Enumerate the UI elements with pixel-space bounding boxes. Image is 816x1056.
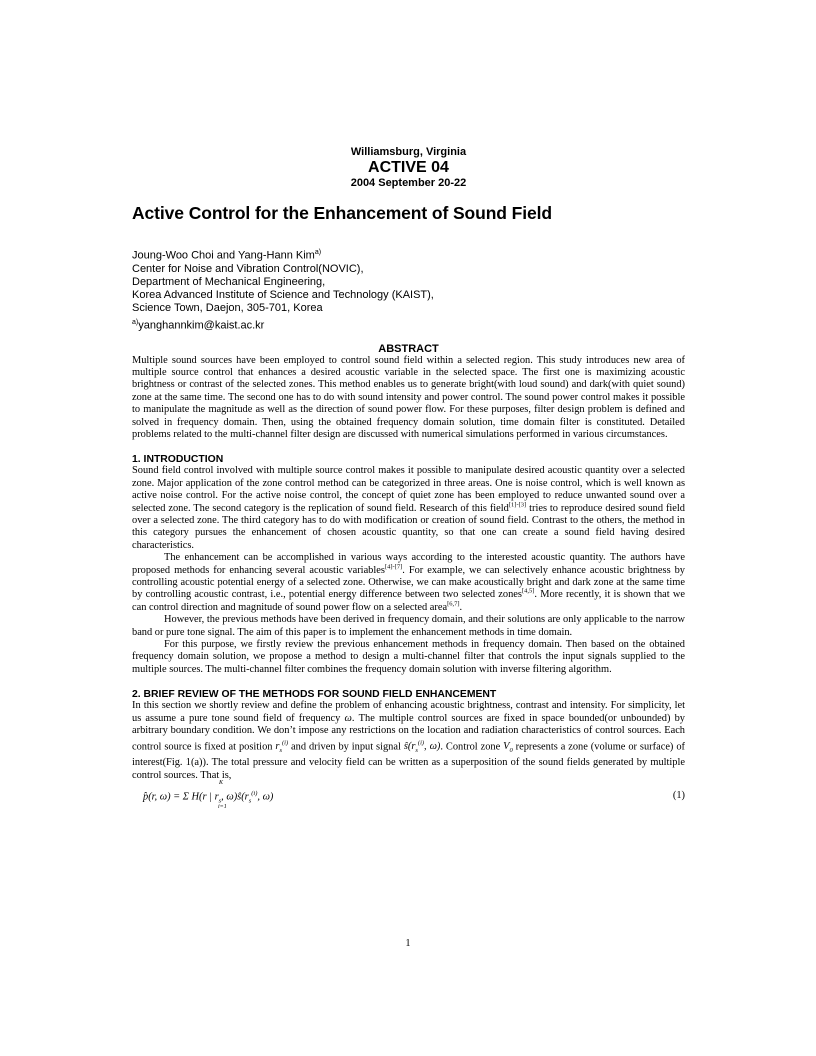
intro-paragraph-4: For this purpose, we firstly review the previous enhancement methods in frequency domain. Then based on the obtained frequency domain solution, we propose a method to design a multi-channel filter that controls the input signals supplied to the multiple sources. The multi-channel filter combines the frequency domain solution with inverse filtering algorithm.	[132, 639, 685, 675]
equation-number: (1)	[672, 790, 685, 802]
equation-expression	[143, 790, 273, 805]
text-run: Sound field control involved with multiple source control makes it possible to manipulate desired acoustic quantity over a selected zone. Major application of the zone control method can be categorized in three areas. One is noise control, which is well known as active noise control. For the active noise control, the concept of quiet zone has been employed to reduce unwanted sound over a selected zone. The second category is the replication of sound field. Research of this field	[132, 465, 685, 514]
citation: [4]-[7]	[384, 563, 403, 571]
equation-sub: s	[218, 797, 222, 805]
symbol-end: , ω)	[424, 740, 441, 752]
conference-header	[132, 146, 685, 189]
input-signal-symbol	[403, 739, 441, 755]
equation-mid: , ω)ŝ(r	[221, 791, 249, 803]
conference-date: 2004 September 20-22	[350, 177, 467, 189]
affiliation-line: Center for Noise and Vibration Control(NOVIC),	[132, 262, 364, 275]
author-block	[132, 246, 685, 333]
paper-page	[132, 140, 685, 818]
text-run: and driven by input signal	[288, 740, 404, 752]
text-run: . The multiple control sources are fixed in space bounded(or unbounded) by arbitrary boundary condition. We don’t impose any restrictions on the location and radiation characteristics of control sources. Each control source is fixed at position	[132, 712, 686, 752]
symbol-base: ŝ(r	[403, 740, 416, 752]
sum-upper-limit: K	[219, 780, 224, 787]
intro-paragraph-1	[132, 465, 685, 552]
equation-end: , ω)	[257, 791, 274, 803]
affiliation-line: Korea Advanced Institute of Science and Technology (KAIST),	[132, 289, 434, 302]
paper-title: Active Control for the Enhancement of Sound Field	[132, 203, 552, 223]
omega-symbol: ω	[344, 712, 352, 724]
symbol-base: r	[275, 740, 280, 752]
citation: [4,5]	[521, 587, 535, 595]
author-names-line	[132, 246, 685, 263]
text-run: The enhancement can be accomplished in various ways according to the interested acoustic quantity. The authors have proposed methods for enhancing several acoustic variables	[132, 552, 685, 576]
symbol-sup: (i)	[281, 739, 289, 747]
equation-1	[132, 780, 685, 818]
text-run: .	[459, 601, 463, 613]
position-symbol	[275, 739, 289, 755]
equation-sub: s	[248, 797, 252, 805]
equation-sup: (i)	[251, 790, 258, 798]
author-names: Joung-Woo Choi and Yang-Hann Kim	[132, 249, 315, 262]
zone-symbol	[503, 740, 513, 755]
symbol-sub: s	[415, 747, 418, 755]
abstract-text: Multiple sound sources have been employed to control sound field within a selected region. This study introduces new area of multiple source control that enhances a desired acoustic variable in the selected space. The first one is maximizing acoustic brightness or contrast of the selected zones. This method enables us to generate bright(with loud sound) and dark(with quiet sound) zone at the same time. The second one has to do with sound intensity and power control. The sound power control makes it possible to manipulate the magnitude as well as the direction of sound power flow. For these purposes, filter design problem is defined and solved in frequency domain. Then, using the obtained frequency domain solution, time domain filter is constituted. Detailed problems related to the multi-channel filter design are discussed with numerical simulations performed in various circumstances.	[132, 354, 685, 440]
text-run: In this section we shortly review and define the problem of enhancing acoustic brightness, contrast and intensity. For simplicity, let us assume a pure tone sound field of frequency	[132, 700, 685, 724]
affiliation-line: Department of Mechanical Engineering,	[132, 276, 326, 289]
conference-name: ACTIVE 04	[368, 159, 449, 176]
abstract-heading: ABSTRACT	[378, 342, 439, 355]
text-run: . Control zone	[440, 740, 504, 752]
affiliation-line: Science Town, Daejon, 305-701, Korea	[132, 302, 323, 315]
author-mark: a)	[314, 249, 322, 256]
text-run: tries to reproduce desired sound field over a selected zone. The third category has to do with modification or creation of sound field. Contrast to the others, the method in this category pursues the enhancement of chosen acoustic quantity, so that one can create a sound field having desired characteristics.	[132, 502, 686, 551]
text-run: represents a zone (volume or surface) of interest(Fig. 1(a)). The total pressure and velocity field can be written as a superposition of the sound fields generated by multiple control sources. That is,	[132, 740, 685, 781]
symbol-sub: s	[279, 747, 282, 755]
equation-rhs: Σ H(r | r	[182, 791, 219, 803]
email-mark: a)	[132, 318, 139, 326]
review-paragraph-1	[132, 700, 685, 782]
text-run: . For example, we can selectively enhance acoustic brightness by controlling acoustic potential energy of a selected zone. Otherwise, we can make acoustically bright and dark zone at the same time by controlling acoustic contrast, i.e., potential energy difference between two selected zones	[132, 564, 685, 601]
section-heading-introduction: 1. INTRODUCTION	[132, 454, 224, 466]
equation-lhs: p̂(r, ω) =	[143, 791, 183, 803]
citation: [6,7]	[447, 600, 460, 608]
symbol-sup: (i)	[417, 739, 425, 747]
citation: [1]-[3]	[508, 501, 527, 509]
sum-lower-limit: i=1	[218, 804, 227, 811]
section-heading-review: 2. BRIEF REVIEW OF THE METHODS FOR SOUND FIELD ENHANCEMENT	[132, 689, 497, 701]
page-number: 1	[405, 938, 411, 949]
symbol-sub: 0	[509, 747, 513, 755]
text-run: . More recently, it is shown that we can control direction and magnitude of sound power flow on a selected area	[132, 589, 685, 613]
conference-location: Williamsburg, Virginia	[350, 146, 467, 158]
symbol-base: V	[503, 740, 510, 752]
intro-paragraph-2	[132, 552, 685, 614]
author-email: yanghannkim@kaist.ac.kr	[138, 319, 265, 332]
intro-paragraph-3: However, the previous methods have been derived in frequency domain, and their solutions are only applicable to the narrow band or pure tone signal. The aim of this paper is to implement the enhancement methods in time domain.	[132, 614, 685, 638]
email-line	[132, 316, 685, 333]
